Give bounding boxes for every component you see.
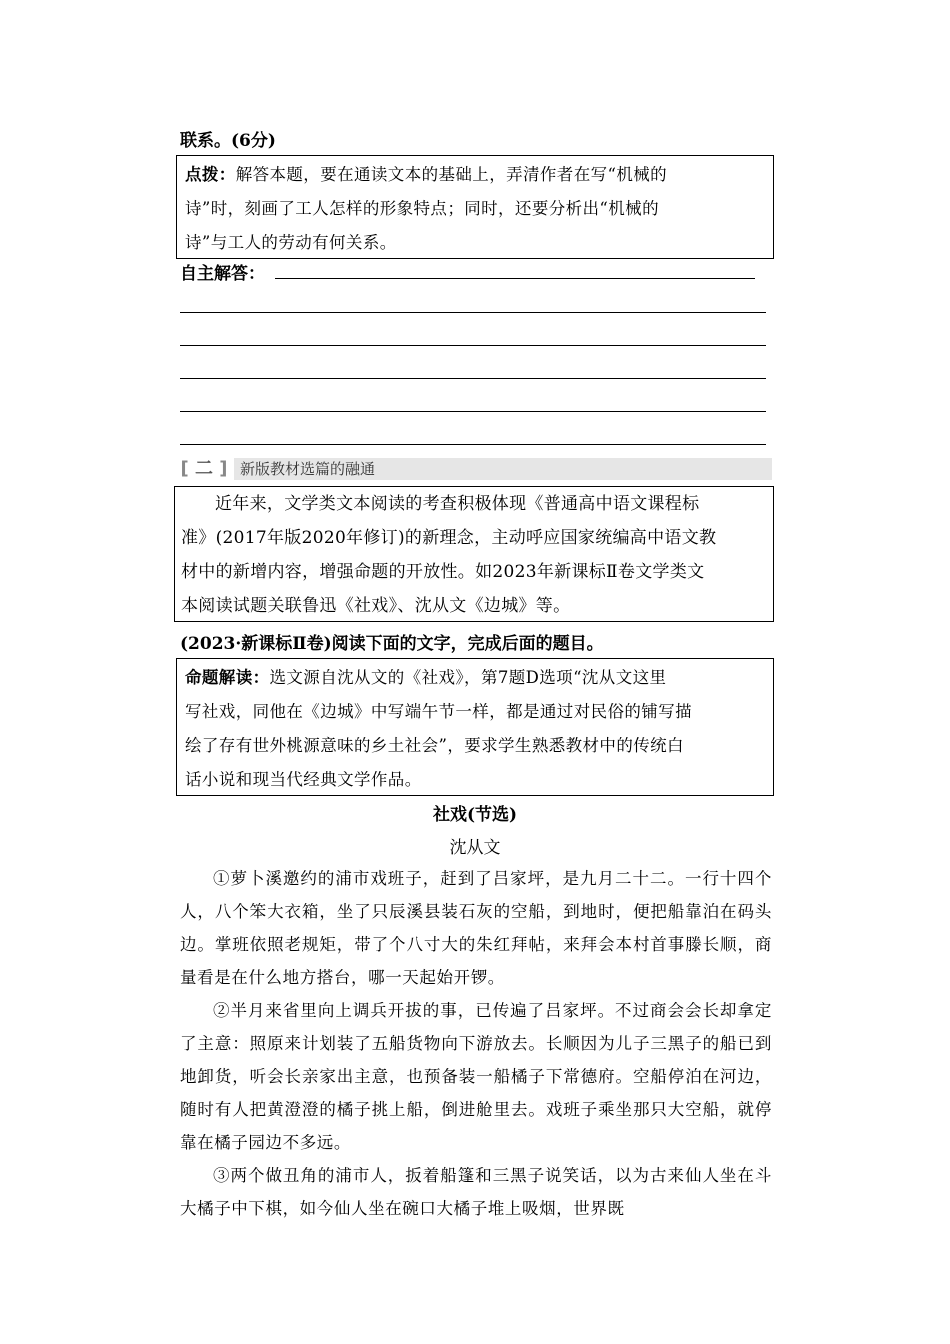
interpretation-line: 命题解读：选文源自沈从文的《社戏》，第7题D选项“沈从文这里 — [185, 668, 667, 687]
answer-line[interactable] — [180, 411, 766, 412]
article-paragraph: ②半月来省里向上调兵开拔的事，已传遍了吕家坪。不过商会会长却拿定了主意：照原来计划装了五船货物向下游放去。长顺因为儿子三黑子的船已到地卸货，听会长亲家出主意，也预备装一船橘子下常德府。空船停泊在河边，随时有人把黄澄澄的橘子挑上船，倒进舱里去。戏班子乘坐那只大空船，就停靠在橘子园边不多远。 — [180, 1001, 772, 1152]
intro-line: 近年来，文学类文本阅读的考查积极体现《普通高中语文课程标 — [215, 494, 700, 514]
interpretation-box — [176, 658, 774, 796]
intro-line: 材中的新增内容，增强命题的开放性。如2023年新课标Ⅱ卷文学类文 — [181, 562, 705, 582]
article-paragraph: ③两个做丑角的浦市人，扳着船篷和三黑子说笑话，以为古来仙人坐在斗大橘子中下棋，如今仙人坐在碗口大橘子堆上吸烟，世界既 — [180, 1166, 772, 1218]
section-title: 新版教材选篇的融通 — [240, 460, 376, 478]
section-title-bar — [234, 458, 772, 480]
hint-label: 点拨： — [185, 165, 236, 184]
article-paragraph: ①萝卜溪邀约的浦市戏班子，赶到了吕家坪，是九月二十二。一行十四个人，八个笨大衣箱，坐了只辰溪县装石灰的空船，到地时，便把船靠泊在码头边。掌班依照老规矩，带了个八寸大的朱红拜帖，来拜会本村首事滕长顺，商量看是在什么地方搭台，哪一天起始开锣。 — [180, 869, 772, 987]
hint-line: 诗”与工人的劳动有何关系。 — [185, 233, 397, 252]
interpretation-line: 绘了存有世外桃源意味的乡土社会”，要求学生熟悉教材中的传统白 — [185, 736, 684, 755]
answer-line[interactable] — [275, 278, 755, 279]
interpretation-line: 写社戏，同他在《边城》中写端午节一样，都是通过对民俗的铺写描 — [185, 702, 692, 721]
intro-line: 准》(2017年版2020年修订)的新理念，主动呼应国家统编高中语文教 — [181, 528, 717, 548]
section-header — [176, 457, 772, 481]
answer-line[interactable] — [180, 378, 766, 379]
answer-line[interactable] — [180, 444, 766, 445]
answer-line[interactable] — [180, 345, 766, 346]
hint-line: 诗”时，刻画了工人怎样的形象特点；同时，还要分析出“机械的 — [185, 199, 659, 218]
intro-line: 本阅读试题关联鲁迅《社戏》、沈从文《边城》等。 — [181, 596, 571, 616]
answer-line[interactable] — [180, 312, 766, 313]
intro-box — [174, 486, 774, 622]
hint-box — [176, 155, 774, 259]
hint-line: 点拨：解答本题，要在通读文本的基础上，弄清作者在写“机械的 — [185, 165, 668, 184]
article-author: 沈从文 — [449, 838, 501, 858]
interpretation-label: 命题解读： — [185, 668, 270, 687]
article-title: 社戏(节选) — [432, 805, 518, 825]
interpretation-line: 话小说和现当代经典文学作品。 — [185, 770, 422, 789]
source-line: (2023·新课标Ⅱ卷)阅读下面的文字，完成后面的题目。 — [180, 634, 604, 654]
question-tail: 联系。(6分) — [180, 131, 276, 151]
answer-label: 自主解答： — [180, 264, 265, 284]
section-number: [ 二 ] — [180, 458, 228, 479]
